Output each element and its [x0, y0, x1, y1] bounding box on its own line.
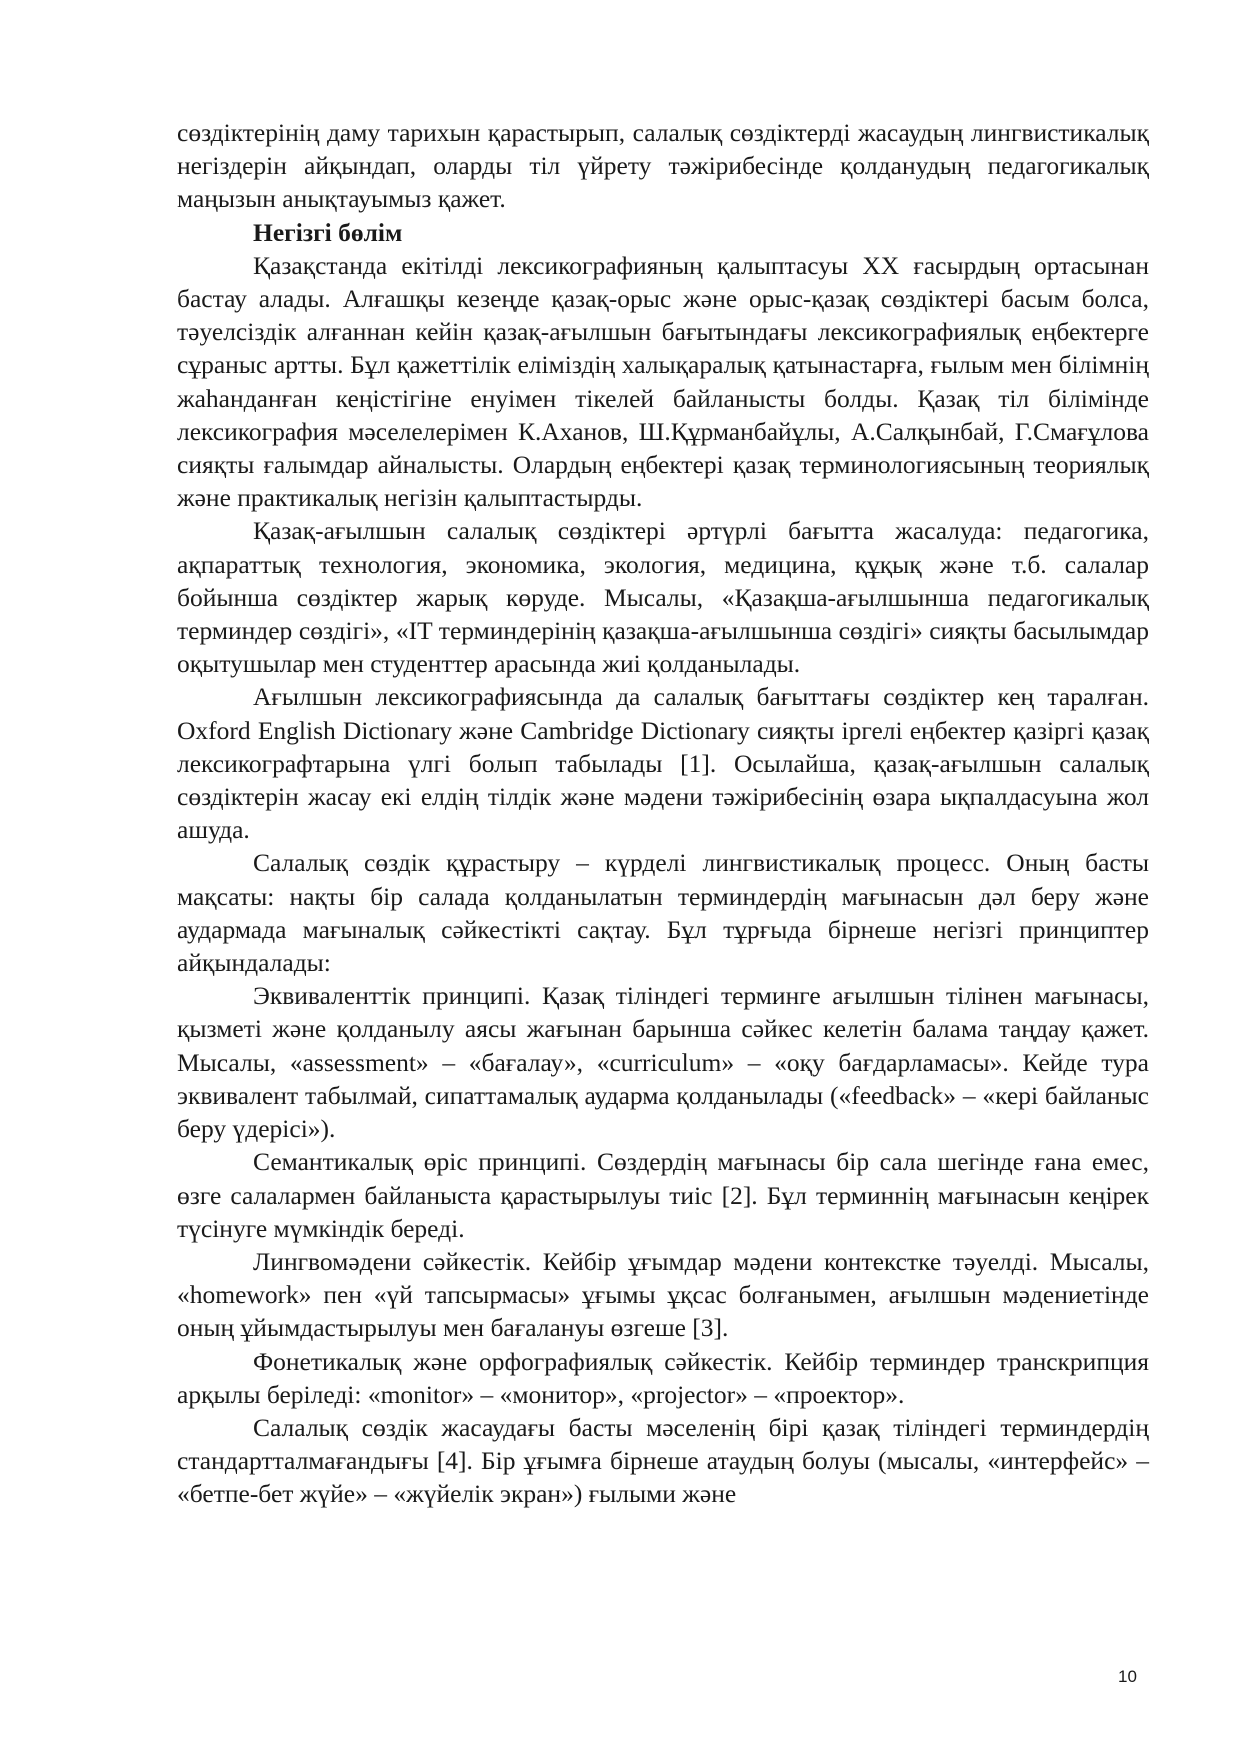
paragraph-standardization-issue: Салалық сөздік жасаудағы басты мәселенің бірі қазақ тіліндегі терминдердің стандартталмағандығы [4]. Бір ұғымға бірнеше атаудың болуы (мысалы, «интерфейс» – «бетпе-бет жүйе» – «жүйелік экран») ғылыми және	[177, 1412, 1149, 1509]
page-body	[177, 116, 1149, 1511]
paragraph-equivalence-principle: Эквиваленттік принципі. Қазақ тіліндегі терминге ағылшын тілінен мағынасы, қызметі және қолданылу аясы жағынан барынша сәйкес келетін балама таңдау қажет. Мысалы, «assessment» – «бағалау», «curriculum» – «оқу бағдарламасы». Кейде тура эквивалент табылмай, сипаттамалық аударма қолданылады («feedback» – «кері байланыс беру үдерісі»).	[177, 981, 1149, 1144]
paragraph-linguocultural-correspondence: Лингвомәдени сәйкестік. Кейбір ұғымдар мәдени контекстке тәуелді. Мысалы, «homework» пен «үй тапсырмасы» ұғымы ұқсас болғанымен, ағылшын мәдениетінде оның ұйымдастырылуы мен бағалануы өзгеше [3].	[177, 1246, 1149, 1343]
paragraph-sectoral-dictionaries: Қазақ-ағылшын салалық сөздіктері әртүрлі бағытта жасалуда: педагогика, ақпараттық технология, экономика, экология, медицина, құқық және т.б. салалар бойынша сөздіктер жарық көруде. Мысалы, «Қазақша-ағылшынша педагогикалық терминдер сөздігі», «IT терминдерінің қазақша-ағылшынша сөздігі» сияқты басылымдар оқытушылар мен студенттер арасында жиі қолданылады.	[177, 516, 1149, 679]
paragraph-semantic-field-principle: Семантикалық өріс принципі. Сөздердің мағынасы бір сала шегінде ғана емес, өзге салалармен байланыста қарастырылуы тиіс [2]. Бұл терминнің мағынасын кеңірек түсінуге мүмкіндік береді.	[177, 1147, 1149, 1243]
intro-paragraph: сөздіктерінің даму тарихын қарастырып, салалық сөздіктерді жасаудың лингвистикалық негіздерін айқындап, оларды тіл үйрету тәжірибесінде қолданудың педагогикалық маңызын анықтауымыз қажет.	[177, 118, 1149, 214]
paragraph-compilation-principles: Салалық сөздік құрастыру – күрделі лингвистикалық процесс. Оның басты мақсаты: нақты бір салада қолданылатын терминдердің мағынасын дәл беру және аудармада мағыналық сәйкестікті сақтау. Бұл тұрғыда бірнеше негізгі принциптер айқындалады:	[177, 848, 1149, 978]
page-number: 10	[1118, 1667, 1137, 1686]
paragraph-phonetic-correspondence: Фонетикалық және орфографиялық сәйкестік. Кейбір терминдер транскрипция арқылы беріледі: «monitor» – «монитор», «projector» – «проектор».	[177, 1346, 1149, 1409]
section-heading: Негізгі бөлім	[253, 217, 403, 247]
paragraph-lexicography-history: Қазақстанда екітілді лексикографияның қалыптасуы XX ғасырдың ортасынан бастау алады. Алғашқы кезеңде қазақ-орыс және орыс-қазақ сөздіктері басым болса, тәуелсіздік алғаннан кейін қазақ-ағылшын бағытындағы лексикографиялық еңбектерге сұраныс артты. Бұл қажеттілік еліміздің халықаралық қатынастарға, ғылым мен білімнің жаһанданған кеңістігіне енуімен тікелей байланысты болды. Қазақ тіл білімінде лексикография мәселелерімен К.Аханов, Ш.Құрманбайұлы, А.Салқынбай, Г.Смағұлова сияқты ғалымдар айналысты. Олардың еңбектері қазақ терминологиясының теориялық және практикалық негізін қалыптастырды.	[177, 250, 1149, 513]
paragraph-english-lexicography: Ағылшын лексикографиясында да салалық бағыттағы сөздіктер кең таралған. Oxford English Dictionary және Cambridge Dictionary сияқты іргелі еңбектер қазіргі қазақ лексикографтарына үлгі болып табылады [1]. Осылайша, қазақ-ағылшын салалық сөздіктерін жасау екі елдің тілдік және мәдени тәжірибесінің өзара ықпалдасуына жол ашуда.	[177, 682, 1149, 845]
